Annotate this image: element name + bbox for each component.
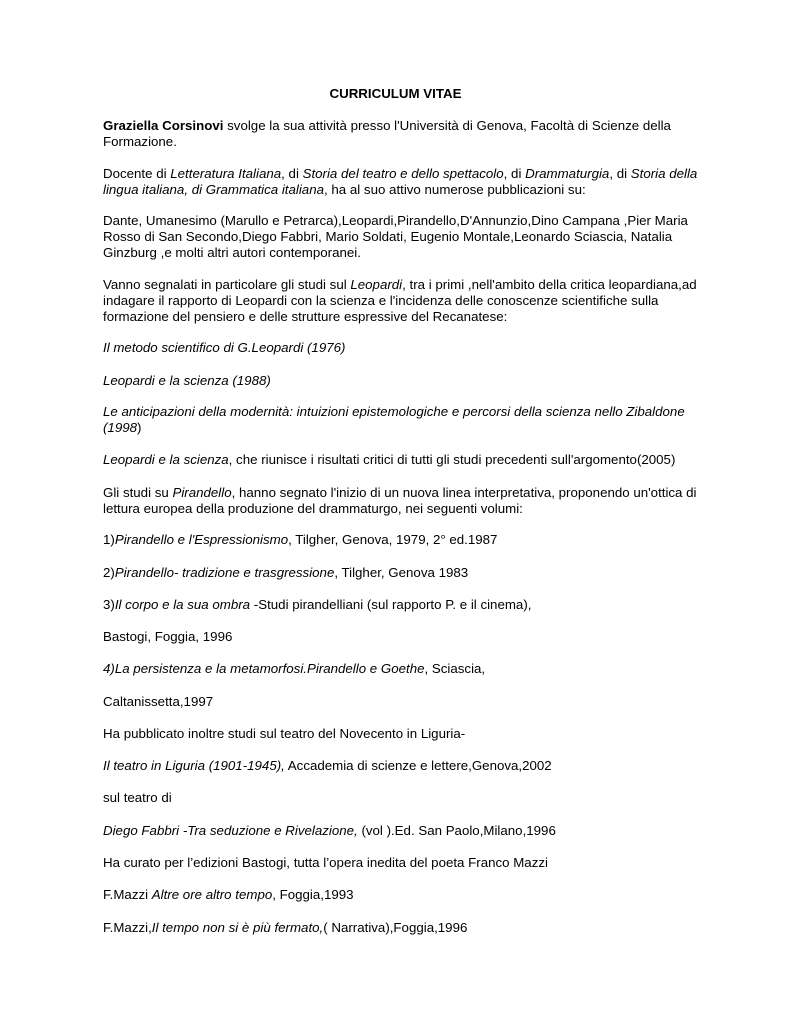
pirandello-work-4: 4)La persistenza e la metamorfosi.Pirandello e Goethe, Sciascia,: [103, 661, 486, 676]
leopardi-intro-paragraph: Vanno segnalati in particolare gli studi sul Leopardi, tra i primi ,nell'ambito della critica leopardiana,ad indagare il rapporto di Leopardi con la scienza e l'incidenza delle conoscenze scientifiche sulla formazione del pensiero e delle strutture espressive del Recanatese:: [103, 277, 697, 324]
leopardi-work-2: Leopardi e la scienza (1988): [103, 373, 271, 388]
leopardi-work-4: Leopardi e la scienza, che riunisce i risultati critici di tutti gli studi precedenti sull'argomento(2005): [103, 452, 676, 467]
pirandello-work-3: 3)Il corpo e la sua ombra -Studi pirandelliani (sul rapporto P. e il cinema),: [103, 597, 532, 612]
mazzi-work-2: F.Mazzi,Il tempo non si è più fermato,( Narrativa),Foggia,1996: [103, 920, 468, 935]
pirandello-work-4-publisher: Caltanissetta,1997: [103, 694, 214, 709]
pirandello-work-2: 2)Pirandello- tradizione e trasgressione, Tilgher, Genova 1983: [103, 565, 469, 580]
teatro-intro: Ha pubblicato inoltre studi sul teatro del Novecento in Liguria-: [103, 726, 466, 741]
pirandello-work-3-publisher: Bastogi, Foggia, 1996: [103, 629, 233, 644]
teatro-liguria: Il teatro in Liguria (1901-1945), Accademia di scienze e lettere,Genova,2002: [103, 758, 552, 773]
mazzi-work-1: F.Mazzi Altre ore altro tempo, Foggia,1993: [103, 887, 354, 902]
page-title: CURRICULUM VITAE: [329, 86, 462, 101]
authors-paragraph: Dante, Umanesimo (Marullo e Petrarca),Leopardi,Pirandello,D'Annunzio,Dino Campana ,Pier Maria Rosso di San Secondo,Diego Fabbri, Mario Soldati, Eugenio Montale,Leonardo Sciascia, Natalia Ginzburg ,e molti altri autori contemporanei.: [103, 213, 688, 260]
pirandello-work-1: 1)Pirandello e l'Espressionismo, Tilgher, Genova, 1979, 2° ed.1987: [103, 532, 498, 547]
pirandello-intro-paragraph: Gli studi su Pirandello, hanno segnato l'inizio di un nuova linea interpretativa, proponendo un'ottica di lettura europea della produzione del drammaturgo, nei seguenti volumi:: [103, 485, 697, 516]
teatro-sul: sul teatro di: [103, 790, 172, 805]
intro-paragraph: Graziella Corsinovi svolge la sua attività presso l'Università di Genova, Facoltà di Scienze della Formazione.: [103, 118, 671, 149]
leopardi-work-1: Il metodo scientifico di G.Leopardi (1976): [103, 340, 346, 355]
teaching-paragraph: Docente di Letteratura Italiana, di Storia del teatro e dello spettacolo, di Drammaturgia, di Storia della lingua italiana, di Grammatica italiana, ha al suo attivo numerose pubblicazioni su:: [103, 166, 698, 197]
teatro-fabbri: Diego Fabbri -Tra seduzione e Rivelazione, (vol ).Ed. San Paolo,Milano,1996: [103, 823, 556, 838]
mazzi-intro: Ha curato per l’edizioni Bastogi, tutta l’opera inedita del poeta Franco Mazzi: [103, 855, 548, 870]
leopardi-work-3: Le anticipazioni della modernità: intuizioni epistemologiche e percorsi della scienza nello Zibaldone (1998): [103, 404, 685, 435]
author-name: Graziella Corsinovi: [103, 118, 224, 133]
